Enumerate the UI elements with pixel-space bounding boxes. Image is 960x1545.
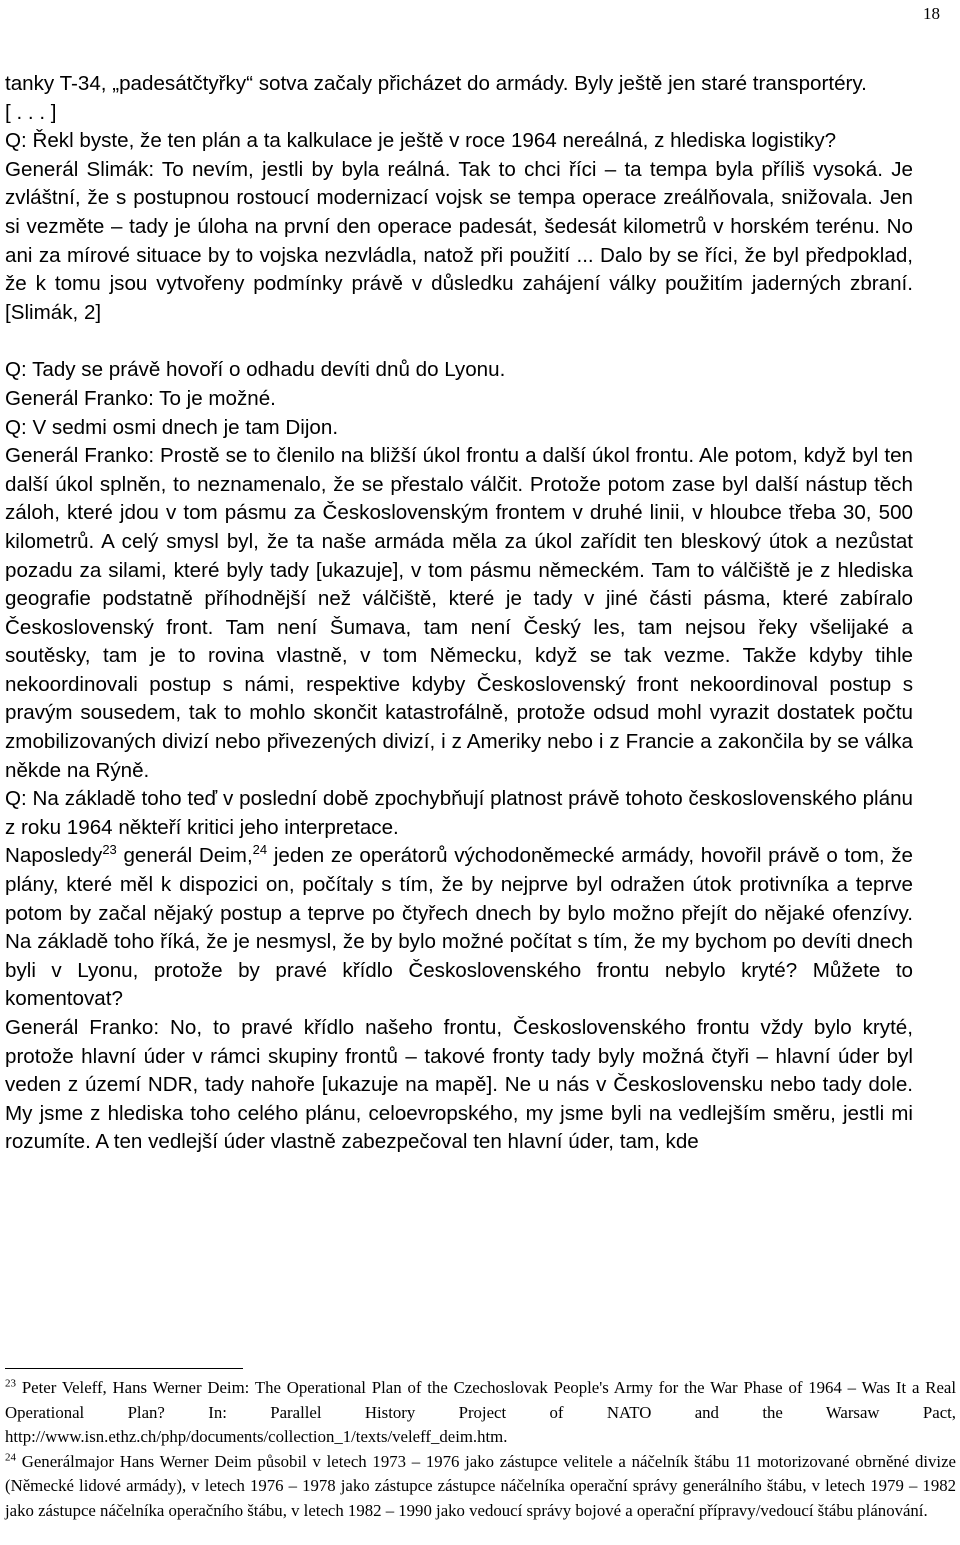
paragraph-franko-kridlo: Generál Franko: No, to pravé křídlo našeho frontu, Československého frontu vždy bylo kryté, protože hlavní úder v rámci skupiny frontů – takové fronty tady byly možná čtyři – hlavní úder byl veden z území NDR, tady nahoře [ukazuje na mapě]. Ne u nás v Československu nebo tady dole. My jsme z hlediska toho celého plánu, celoevropského, my jsme byli na vedlejším směru, jestli mi rozumíte. A ten vedlejší úder vlastně zabezpečoval ten hlavní úder, tam, kde [5,1016,913,1154]
footnote-24 [5,1450,956,1524]
naposledy-part1: Naposledy [5,844,103,868]
main-text [5,70,913,1157]
footnote-ref-24[interactable]: 24 [252,842,268,858]
paragraph-franko-answer: Generál Franko: Prostě se to členilo na bližší úkol frontu a další úkol frontu. Ale potom, když byl ten další úkol splněn, to neznamenalo, že se přestalo válčit. Protože potom zase byl další nástup těch záloh, které jdou v tom pásmu za Československým frontem v druhé linii, v hloubce třeba 30, 500 kilometrů. A celý smysl byl, že ta naše armáda měla za úkol zařídit ten bleskový útok a nezůstat pozadu za silami, které byly tady [ukazuje], v tom pásmu německém. Tam to válčiště je z hlediska geografie podstatně příhodnější než válčiště, které je tady v jiné části pásma, které zabíralo Československý front. Tam není Šumava, tam není Český les, tam nejsou řeky všelijaké a soutěsky, tam je to rovina vlastně, v tom Německu, když se tak vezme. Takže kdyby tihle nekoordinovali postup s námi, respektive kdyby Československý front nekoordinoval postup s pravým sousedem, tak to mohlo skončit katastrofálně, protože odsud mohl vyrazit dostatek počtu zmobilizovaných divizí nebo přivezených divizí, i z Ameriky nebo i z Francie a zakončila by se válka někde na Rýně. [5,444,913,782]
paragraph-question-logistics: Q: Řekl byste, že ten plán a ta kalkulace je ještě v roce 1964 nereálná, z hlediska logistiky? [5,129,837,153]
footnote-ref-23[interactable]: 23 [102,842,117,858]
naposledy-part3: jeden ze operátorů východoněmecké armády, hovořil právě o tom, že plány, které měl k dispozici on, počítaly s tím, že by nejprve byl odražen útok protivníka a teprve potom by začal nějaký postup a teprve po čtyřech dnech by bylo možno přejít do nějaké ofenzívy. Na základě toho říká, že je nesmysl, že by bylo možné počítat s tím, že my bychom po devíti dnech byli v Lyonu, protože by pravé křídlo Československého frontu nebylo kryté? Můžete to komentovat? [5,844,914,1011]
paragraph-gap [5,327,913,356]
paragraph-slimak-answer: Generál Slimák: To nevím, jestli by byla reálná. Tak to chci říci – ta tempa byla příliš vysoká. Je zvláštní, že s postupnou rostoucí modernizací vojsk se tempa operace zreálňovala, snižovala. Jen si vezměte – tady je úloha na první den operace padesát, šedesát kilometrů v horském terénu. No ani za mírové situace by to vojska nezvládla, natož při použití ... Dalo by se říci, že byl předpoklad, že k tomu jsou vytvořeny podmínky právě v důsledku zahájení války použitím jaderných zbraní. [Slimák, 2] [5,157,913,324]
footnote-number: 23 [5,1377,16,1390]
paragraph-tanky: tanky T-34, „padesátčtyřky“ sotva začaly přicházet do armády. Byly ještě jen staré transportéry. [5,72,867,95]
paragraph-ellipsis: [ . . . ] [5,100,57,124]
paragraph-question-lyon: Q: Tady se právě hovoří o odhadu devíti dnů do Lyonu. [5,358,506,382]
footnote-number: 24 [5,1450,16,1463]
footnote-23 [5,1376,956,1450]
footnotes [5,1376,956,1523]
footnote-text: Peter Veleff, Hans Werner Deim: The Operational Plan of the Czechoslovak People's Army for the War Phase of 1964 – Was It a Real Operational Plan? In: Parallel History Project of NATO and the Warsaw Pact, http://www.isn.ethz.ch/php/documents/collection_1/texts/veleff_deim.htm. [5,1378,956,1446]
page-number: 18 [923,4,940,23]
naposledy-part2: generál Deim, [116,844,253,868]
footnote-separator [5,1368,243,1369]
paragraph-question-dijon: Q: V sedmi osmi dnech je tam Dijon. [5,415,339,439]
paragraph-question-plan: Q: Na základě toho teď v poslední době zpochybňují platnost právě tohoto československého plánu z roku 1964 někteří kritici jeho interpretace. [5,787,913,839]
footnote-text: Generálmajor Hans Werner Deim působil v letech 1973 – 1976 jako zástupce velitele a náčelník štábu 11 motorizované obrněné divize (Německé lidové armády), v letech 1976 – 1978 jako zástupce zástupce náčelníka operační správy generálního štábu, v letech 1979 – 1982 jako zástupce náčelníka operačního štábu, v letech 1982 – 1990 jako vedoucí správy bojové a operační přípravy/vedoucí štábu plánování. [5,1451,956,1520]
paragraph-franko-mozne: Generál Franko: To je možné. [5,386,276,410]
paragraph-naposledy [5,842,913,1014]
